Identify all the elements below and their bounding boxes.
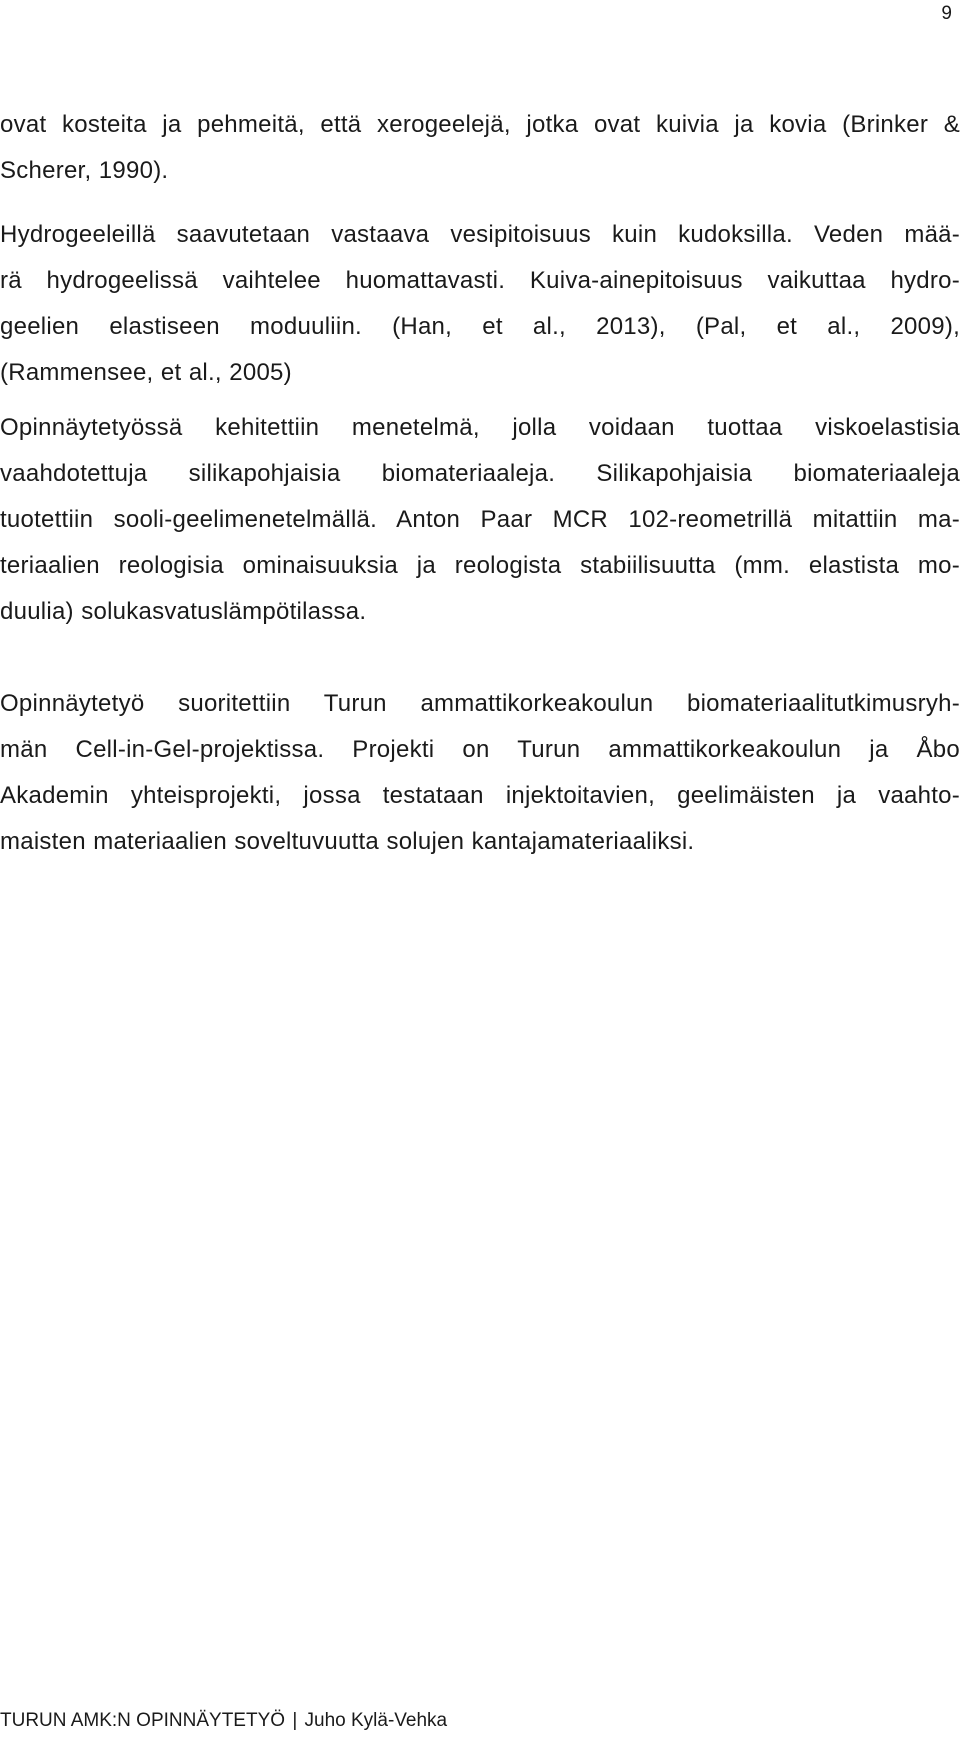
paragraph-2 [0,212,960,396]
paragraph-line: duulia) solukasvatuslämpötilassa. [0,598,367,625]
footer-author: Juho Kylä-Vehka [304,1710,448,1731]
paragraph-4 [0,681,960,865]
paragraph-line: Akademin yhteisprojekti, jossa testataan injektoitavien, geelimäisten ja vaahto- [0,782,960,809]
paragraph-line: Opinnäytetyö suoritettiin Turun ammattikorkeakoulun biomateriaalitutkimusryh- [0,690,960,717]
footer-separator: | [292,1710,298,1731]
paragraph-1 [0,102,960,194]
page-footer [0,1710,447,1732]
paragraph-line: geelien elastiseen moduuliin. (Han, et al., 2013), (Pal, et al., 2009), [0,313,960,340]
paragraph-line: ovat kosteita ja pehmeitä, että xerogeelejä, jotka ovat kuivia ja kovia (Brinker & [0,111,960,138]
paragraph-line: (Rammensee, et al., 2005) [0,359,292,386]
page-number: 9 [941,3,952,24]
paragraph-line: vaahdotettuja silikapohjaisia biomateriaaleja. Silikapohjaisia biomateriaaleja [0,460,960,487]
paragraph-line: teriaalien reologisia ominaisuuksia ja reologista stabiilisuutta (mm. elastista mo- [0,552,960,579]
paragraph-line: Scherer, 1990). [0,157,169,184]
paragraph-line: rä hydrogeelissä vaihtelee huomattavasti. Kuiva-ainepitoisuus vaikuttaa hydro- [0,267,960,294]
paragraph-line: män Cell-in-Gel-projektissa. Projekti on Turun ammattikorkeakoulun ja Åbo [0,736,960,763]
paragraph-line: maisten materiaalien soveltuvuutta solujen kantajamateriaaliksi. [0,828,695,855]
footer-publication: TURUN AMK:N OPINNÄYTETYÖ [0,1710,286,1731]
paragraph-line: Hydrogeeleillä saavutetaan vastaava vesipitoisuus kuin kudoksilla. Veden mää- [0,221,960,248]
paragraph-line: Opinnäytetyössä kehitettiin menetelmä, jolla voidaan tuottaa viskoelastisia [0,414,960,441]
paragraph-3 [0,405,960,635]
paragraph-line: tuotettiin sooli-geelimenetelmällä. Anton Paar MCR 102-reometrillä mitattiin ma- [0,506,960,533]
